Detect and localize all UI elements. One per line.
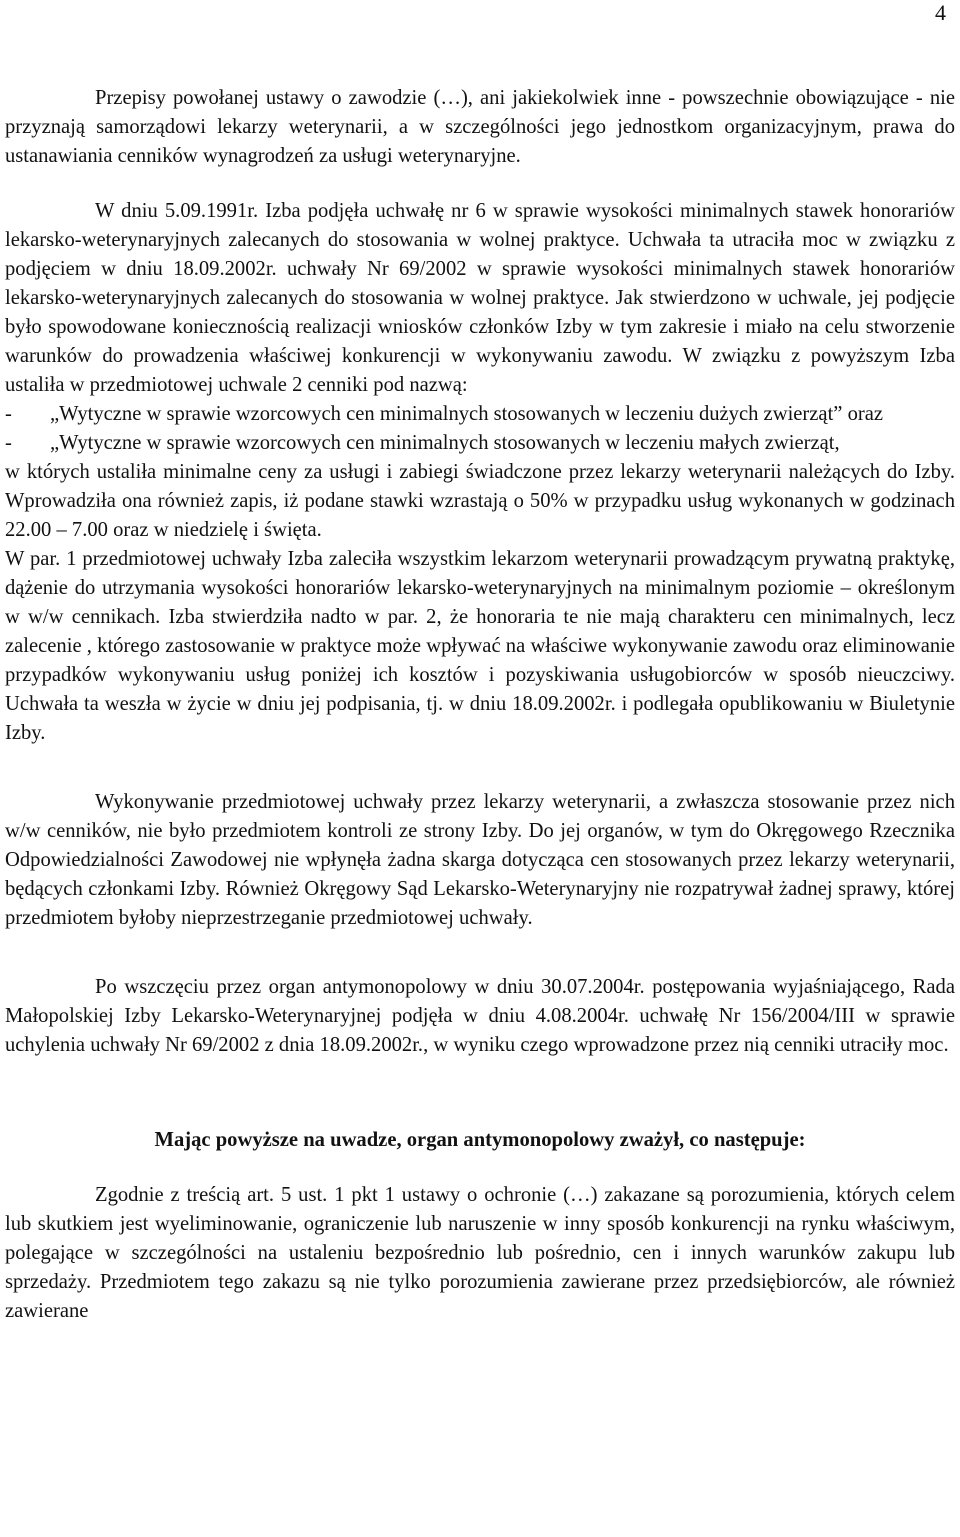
list-dash: - bbox=[5, 403, 12, 425]
list-dash: - bbox=[5, 432, 12, 454]
list-item bbox=[5, 429, 955, 458]
paragraph-6: Po wszczęciu przez organ antymonopolowy w dniu 30.07.2004r. postępowania wyjaśniającego, Rada Małopolskiej Izby Lekarsko-Weterynaryjnej podjęła w dniu 4.08.2004r. uchwałę Nr 156/2004/III w sprawie uchylenia uchwały Nr 69/2002 z dnia 18.09.2002r., w wyniku czego wprowadzone przez nią cenniki utraciły moc. bbox=[5, 976, 955, 1056]
section-heading: Mając powyższe na uwadze, organ antymonopolowy zważył, co następuje: bbox=[154, 1129, 806, 1151]
list-item-text: „Wytyczne w sprawie wzorcowych cen minimalnych stosowanych w leczeniu dużych zwierząt” oraz bbox=[50, 403, 884, 425]
paragraph-7: Zgodnie z treścią art. 5 ust. 1 pkt 1 ustawy o ochronie (…) zakazane są porozumienia, których celem lub skutkiem jest wyeliminowanie, ograniczenie lub naruszenie w inny sposób konkurencji na rynku właściwym, polegające w szczególności na ustaleniu bezpośrednio lub pośrednio, cen i innych warunków zakupu lub sprzedaży. Przedmiotem tego zakazu są nie tylko porozumienia zawierane przez przedsiębiorców, ale również zawierane bbox=[5, 1184, 955, 1322]
paragraph-5: Wykonywanie przedmiotowej uchwały przez lekarzy weterynarii, a zwłaszcza stosowanie przez nich w/w cenników, nie było przedmiotem kontroli ze strony Izby. Do jej organów, w tym do Okręgowego Rzecznika Odpowiedzialności Zawodowej nie wpłynęła żadna skarga dotycząca cen stosowanych przez lekarzy weterynarii, będących członkami Izby. Również Okręgowy Sąd Lekarsko-Weterynaryjny nie rozpatrywał żadnej sprawy, której przedmiotem byłoby nieprzestrzeganie przedmiotowej uchwały. bbox=[5, 791, 955, 929]
list-item-text: „Wytyczne w sprawie wzorcowych cen minimalnych stosowanych w leczeniu małych zwierząt, bbox=[50, 432, 840, 454]
paragraph-2: W dniu 5.09.1991r. Izba podjęła uchwałę nr 6 w sprawie wysokości minimalnych stawek honorariów lekarsko-weterynaryjnych zalecanych do stosowania w wolnej praktyce. Uchwała ta utraciła moc w związku z podjęciem w dniu 18.09.2002r. uchwały Nr 69/2002 w sprawie wysokości minimalnych stawek honorariów lekarsko-weterynaryjnych zalecanych do stosowania w wolnej praktyce. Jak stwierdzono w uchwale, jej podjęcie było spowodowane koniecznością realizacji wniosków członków Izby w tym zakresie i miało na celu stworzenie warunków do prowadzenia właściwej konkurencji w wykonywaniu zawodu. W związku z powyższym Izba ustaliła w przedmiotowej uchwale 2 cenniki pod nazwą: bbox=[5, 200, 955, 396]
document-body bbox=[5, 84, 955, 1326]
paragraph-1: Przepisy powołanej ustawy o zawodzie (…), ani jakiekolwiek inne - powszechnie obowiązujące - nie przyznają samorządowi lekarzy weterynarii, a w szczególności jego jednostkom organizacyjnym, prawa do ustanawiania cenników wynagrodzeń za usługi weterynaryjne. bbox=[5, 87, 955, 167]
paragraph-3: w których ustaliła minimalne ceny za usługi i zabiegi świadczone przez lekarzy weterynarii należących do Izby. Wprowadziła ona również zapis, iż podane stawki wzrastają o 50% w przypadku usług wykonanych w godzinach 22.00 – 7.00 oraz w niedzielę i święta. bbox=[5, 461, 955, 541]
list-item bbox=[5, 400, 955, 429]
page-number: 4 bbox=[935, 0, 946, 25]
paragraph-4: W par. 1 przedmiotowej uchwały Izba zaleciła wszystkim lekarzom weterynarii prowadzącym prywatną praktykę, dążenie do utrzymania wysokości honorariów lekarsko-weterynaryjnych na minimalnym poziomie – określonym w w/w cennikach. Izba stwierdziła nadto w par. 2, że honoraria te nie mają charakteru cen minimalnych, lecz zalecenie , którego zastosowanie w praktyce może wpływać na właściwe wykonywanie zawodu oraz eliminowanie przypadków wykonywaniu usług poniżej ich kosztów i pozyskiwania usługobiorców w sposób nieuczciwy. Uchwała ta weszła w życie w dniu jej podpisania, tj. w dniu 18.09.2002r. i podlegała opublikowaniu w Biuletynie Izby. bbox=[5, 548, 955, 744]
